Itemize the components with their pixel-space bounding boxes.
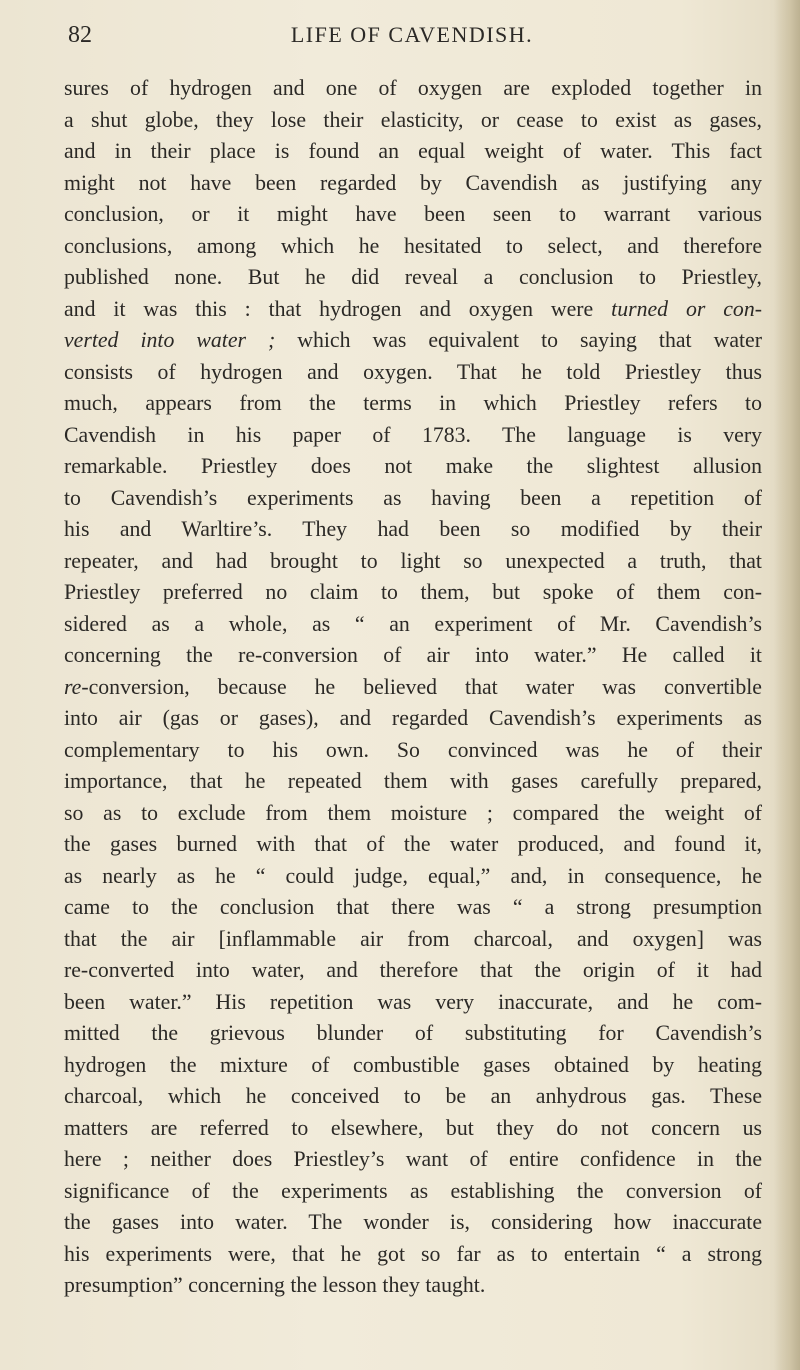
text-line: the gases into water. The wonder is, considering how inaccurate [64, 1210, 762, 1234]
text-line: into air (gas or gases), and regarded Cavendish’s experiments as [64, 706, 762, 730]
text-line: charcoal, which he conceived to be an anhydrous gas. These [64, 1084, 762, 1108]
text-line: might not have been regarded by Cavendish as justifying any [64, 170, 762, 195]
text-line: re-converted into water, and therefore that the origin of it had [64, 958, 762, 982]
text-line: sidered as a whole, as “ an experiment of Mr. Cavendish’s [64, 611, 762, 636]
text-line: came to the conclusion that there was “ a strong presumption [64, 895, 762, 919]
text-line: presumption” concerning the lesson they taught. [64, 1273, 486, 1297]
text-line: so as to exclude from them moisture ; compared the weight of [64, 800, 762, 825]
text-line: been water.” His repetition was very inaccurate, and he com- [64, 989, 762, 1014]
text-line: and in their place is found an equal weight of water. This fact [64, 139, 762, 163]
text-line: importance, that he repeated them with gases carefully prepared, [64, 769, 762, 793]
text-line: his experiments were, that he got so far as to entertain “ a strong [64, 1241, 762, 1266]
text-line: his and Warltire’s. They had been so modified by their [64, 517, 762, 541]
page-edge-shadow [774, 0, 800, 1370]
italic-emphasis: re- [64, 674, 89, 699]
text-line: repeater, and had brought to light so unexpected a truth, that [64, 548, 762, 573]
text-line: verted into water ; which was equivalent to saying that water [64, 328, 762, 352]
text-line: complementary to his own. So convinced was he of their [64, 737, 762, 762]
text-line: much, appears from the terms in which Priestley refers to [64, 391, 762, 415]
text-line: a shut globe, they lose their elasticity, or cease to exist as gases, [64, 107, 762, 132]
text-line: Cavendish in his paper of 1783. The language is very [64, 422, 762, 447]
text-line: re-conversion, because he believed that water was convertible [64, 674, 762, 699]
text-line: conclusions, among which he hesitated to select, and therefore [64, 233, 762, 258]
text-line: as nearly as he “ could judge, equal,” and, in consequence, he [64, 863, 762, 888]
text-line: sures of hydrogen and one of oxygen are exploded together in [64, 76, 762, 100]
text-line: hydrogen the mixture of combustible gases obtained by heating [64, 1052, 762, 1077]
text-line: matters are referred to elsewhere, but they do not concern us [64, 1115, 762, 1140]
running-head: LIFE OF CAVENDISH. [290, 22, 534, 47]
text-line: concerning the re-conversion of air into water.” He called it [64, 643, 762, 667]
text-line: to Cavendish’s experiments as having been a repetition of [64, 485, 762, 510]
text-line: Priestley preferred no claim to them, but spoke of them con- [64, 580, 762, 604]
page-number: 82 [68, 22, 92, 48]
text-line: mitted the grievous blunder of substituting for Cavendish’s [64, 1021, 762, 1045]
italic-emphasis: verted into water ; [64, 328, 276, 352]
text-line: remarkable. Priestley does not make the slightest allusion [64, 454, 762, 478]
text-line: and it was this : that hydrogen and oxygen were turned or con- [64, 296, 762, 321]
text-line: that the air [inflammable air from charcoal, and oxygen] was [64, 926, 762, 951]
text-line: conclusion, or it might have been seen to warrant various [64, 202, 762, 226]
text-line: consists of hydrogen and oxygen. That he told Priestley thus [64, 359, 762, 384]
italic-emphasis: turned or con- [611, 296, 762, 321]
text-line: published none. But he did reveal a conclusion to Priestley, [64, 265, 762, 289]
text-line: significance of the experiments as establishing the conversion of [64, 1178, 762, 1203]
body-paragraph [64, 73, 762, 1302]
text-line: here ; neither does Priestley’s want of entire confidence in the [64, 1147, 762, 1171]
page-header [64, 16, 760, 56]
text-line: the gases burned with that of the water produced, and found it, [64, 832, 762, 856]
